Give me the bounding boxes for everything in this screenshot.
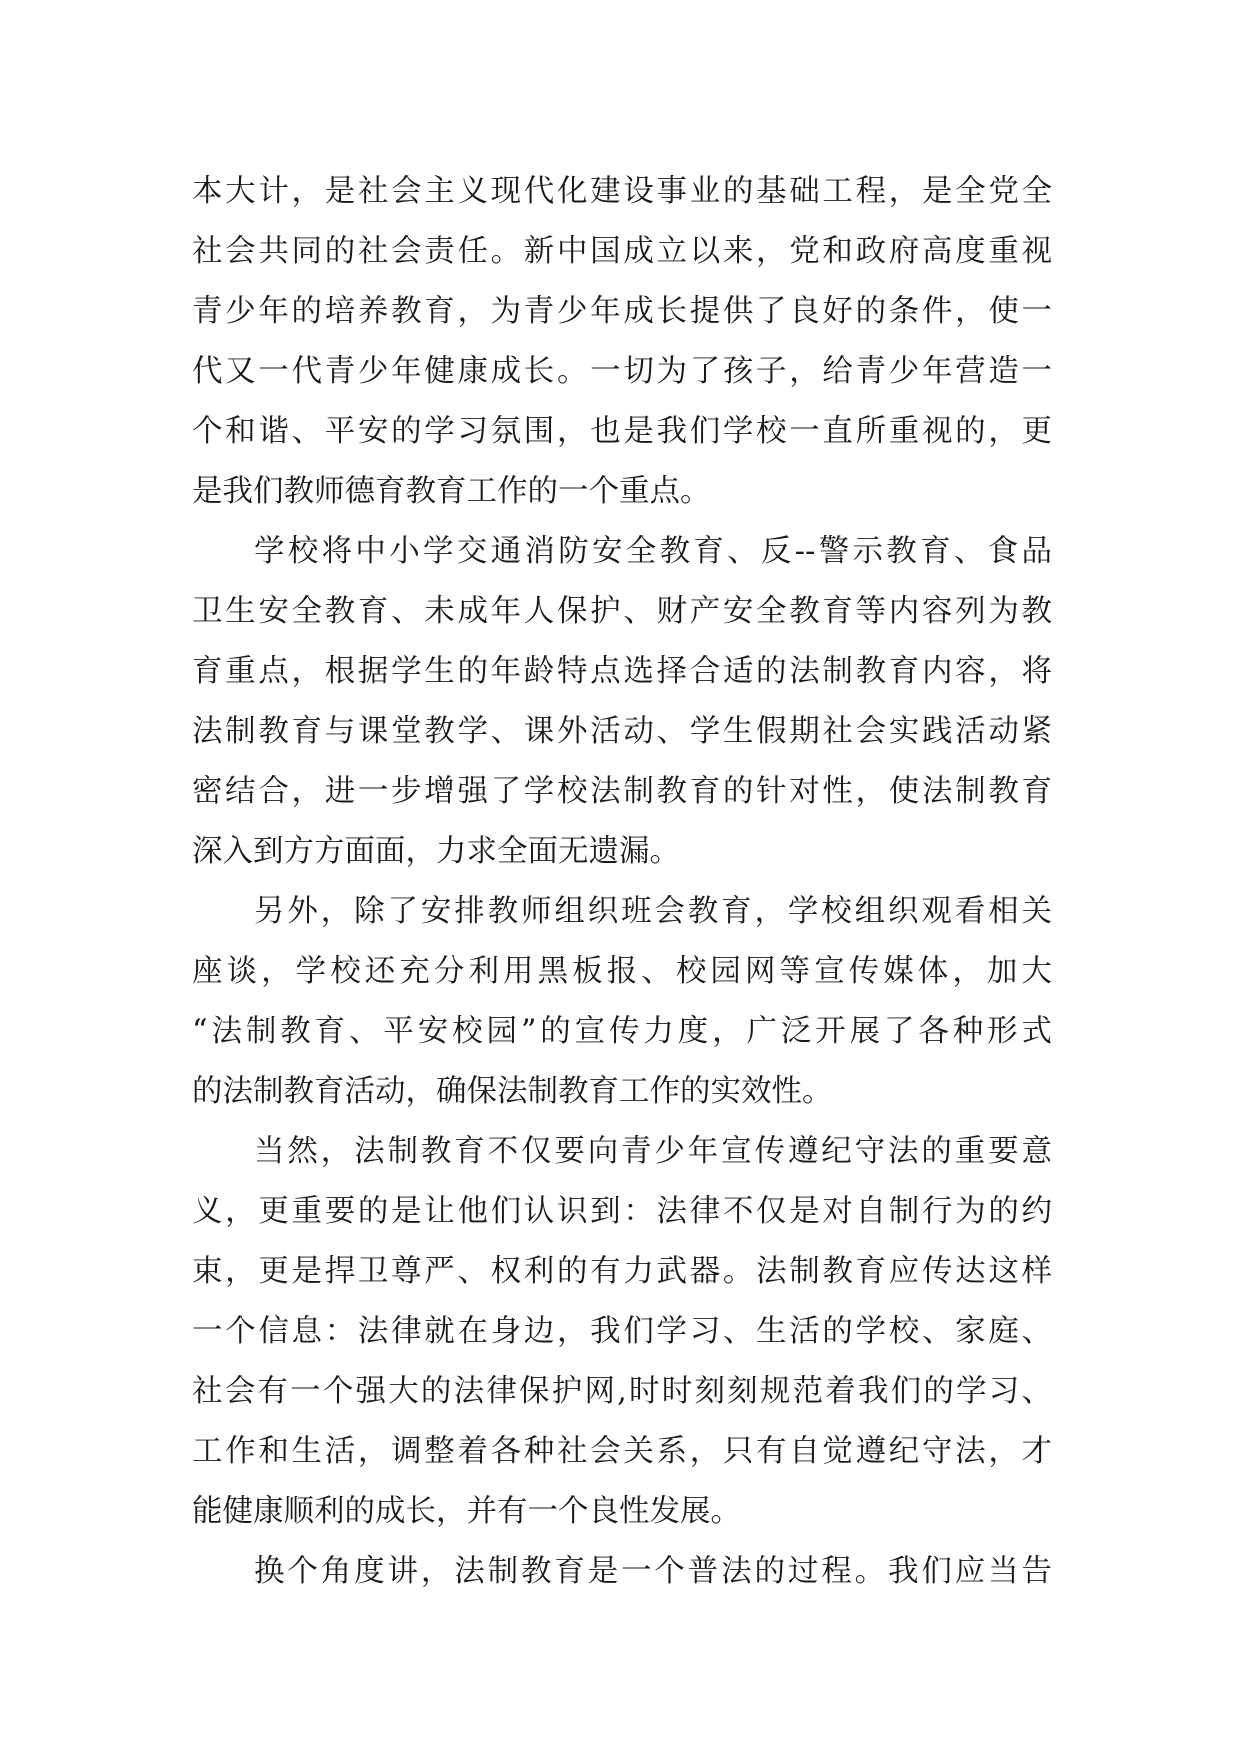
text-line: 青少年的培养教育，为青少年成长提供了良好的条件，使一: [192, 294, 1052, 329]
text-line: 束，更是捍卫尊严、权利的有力武器。法制教育应传达这样: [192, 1254, 1052, 1289]
text-line: 一个信息：法律就在身边，我们学习、生活的学校、家庭、: [192, 1314, 1052, 1349]
text-line: 能健康顺利的成长，并有一个良性发展。: [192, 1494, 741, 1529]
text-line: 学校将中小学交通消防安全教育、反--警示教育、食品: [254, 534, 1052, 569]
text-line: 社会共同的社会责任。新中国成立以来，党和政府高度重视: [192, 234, 1052, 269]
text-line: 卫生安全教育、未成年人保护、财产安全教育等内容列为教: [192, 594, 1052, 629]
text-line: 换个角度讲，法制教育是一个普法的过程。我们应当告: [254, 1554, 1052, 1589]
text-line: 个和谐、平安的学习氛围，也是我们学校一直所重视的，更: [192, 414, 1052, 449]
text-line: 法制教育与课堂教学、课外活动、学生假期社会实践活动紧: [192, 714, 1052, 749]
text-line: 座谈，学校还充分利用黑板报、校园网等宣传媒体，加大: [192, 954, 1052, 989]
text-line: 当然，法制教育不仅要向青少年宣传遵纪守法的重要意: [254, 1134, 1052, 1169]
text-line: 社会有一个强大的法律保护网,时时刻刻规范着我们的学习、: [192, 1374, 1052, 1409]
text-line: 的法制教育活动，确保法制教育工作的实效性。: [192, 1074, 833, 1109]
paragraph-5: [192, 1542, 1052, 1602]
text-line: 另外，除了安排教师组织班会教育，学校组织观看相关: [254, 894, 1052, 929]
text-line: 密结合，进一步增强了学校法制教育的针对性，使法制教育: [192, 774, 1052, 809]
paragraph-2: [192, 522, 1052, 882]
paragraph-1: [192, 162, 1052, 522]
paragraph-3: [192, 882, 1052, 1122]
text-line: 代又一代青少年健康成长。一切为了孩子，给青少年营造一: [192, 354, 1052, 389]
text-line: 义，更重要的是让他们认识到：法律不仅是对自制行为的约: [192, 1194, 1052, 1229]
text-line: 工作和生活，调整着各种社会关系，只有自觉遵纪守法，才: [192, 1434, 1052, 1469]
text-line: 深入到方方面面，力求全面无遗漏。: [192, 834, 680, 869]
text-line: 本大计，是社会主义现代化建设事业的基础工程，是全党全: [192, 174, 1052, 209]
body-text: [192, 162, 1052, 1602]
text-line: 是我们教师德育教育工作的一个重点。: [192, 474, 711, 509]
paragraph-4: [192, 1122, 1052, 1542]
text-line: “法制教育、平安校园”的宣传力度，广泛开展了各种形式: [192, 1014, 1052, 1049]
text-line: 育重点，根据学生的年龄特点选择合适的法制教育内容，将: [192, 654, 1052, 689]
